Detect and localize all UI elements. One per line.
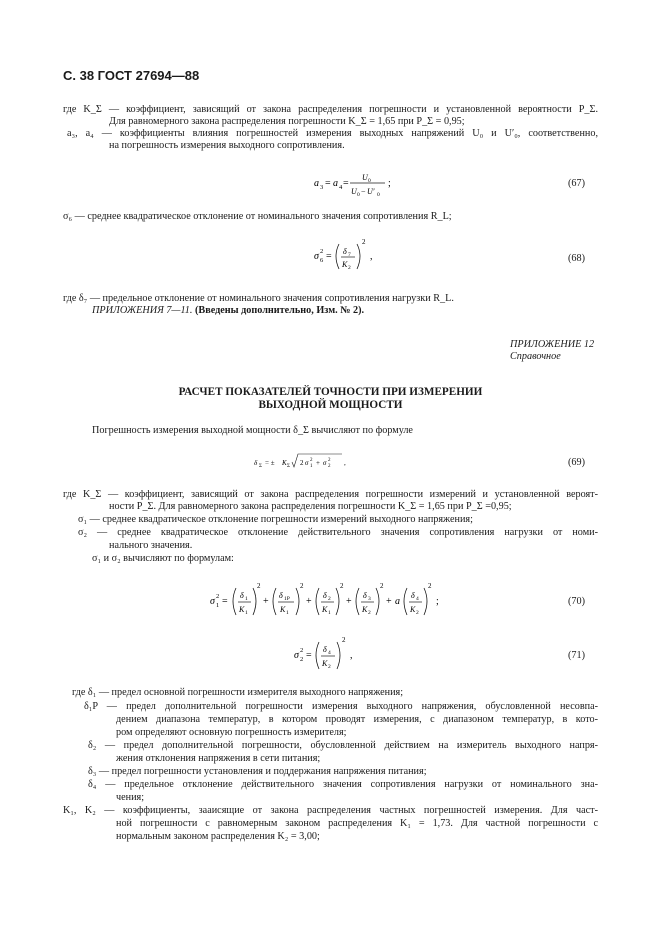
svg-text:σ: σ <box>210 596 215 607</box>
svg-text:=: = <box>306 650 312 661</box>
svg-text:δ: δ <box>254 459 258 467</box>
svg-text:= ±: = ± <box>265 459 275 467</box>
section-heading: РАСЧЕТ ПОКАЗАТЕЛЕЙ ТОЧНОСТИ ПРИ ИЗМЕРЕНИИ <box>178 386 483 398</box>
svg-text:2: 2 <box>328 464 331 469</box>
svg-text:Σ: Σ <box>287 464 290 469</box>
page-header: С. 38 ГОСТ 27694—88 <box>63 68 200 83</box>
equation-number: (71) <box>568 650 585 661</box>
svg-text:σ: σ <box>305 459 309 467</box>
svg-text:K: K <box>282 459 287 467</box>
text-line: дением диапазона температур, в котором проводят измерения, с диапазоном температур, в кото- <box>116 714 598 725</box>
svg-text:Σ: Σ <box>259 464 262 469</box>
svg-text:K: K <box>239 605 245 614</box>
amendment-note-italic: ПРИЛОЖЕНИЯ 7—11. <box>92 305 193 316</box>
svg-text:1: 1 <box>310 464 313 469</box>
svg-text:1P: 1P <box>284 596 290 602</box>
equation-number: (70) <box>568 596 585 607</box>
appendix-title: ПРИЛОЖЕНИЕ 12 <box>510 339 595 350</box>
svg-text:1: 1 <box>245 596 248 602</box>
svg-text:=: = <box>343 178 349 189</box>
svg-text:a: a <box>395 596 400 607</box>
svg-text:+: + <box>306 596 312 607</box>
svg-text:7: 7 <box>348 252 351 258</box>
svg-text:,: , <box>344 459 346 467</box>
svg-text:σ: σ <box>323 459 327 467</box>
text-line: где δ₁ — предел основной погрешности измерителя выходного напряжения; <box>72 687 404 698</box>
svg-text:2: 2 <box>362 238 366 246</box>
amendment-note-bold: (Введены дополнительно, Изм. № 2). <box>195 305 365 316</box>
svg-text:K: K <box>410 605 416 614</box>
svg-text:+: + <box>263 596 269 607</box>
text-line: δ₃ — предел погрешности установления и поддержания напряжения питания; <box>88 766 427 777</box>
svg-text:2: 2 <box>368 610 371 616</box>
text-line: ром определяют основную погрешность измерителя; <box>116 727 347 738</box>
svg-text:2: 2 <box>257 582 261 590</box>
svg-text:4: 4 <box>328 650 331 656</box>
svg-text:0: 0 <box>357 192 360 198</box>
text-line: σ₁ и σ₂ вычисляют по формулам: <box>92 553 234 564</box>
svg-text:δ: δ <box>279 591 283 600</box>
svg-text:2: 2 <box>416 610 419 616</box>
svg-text:K: K <box>342 260 348 269</box>
formula-71 <box>292 634 362 676</box>
svg-text:σ: σ <box>294 650 299 661</box>
svg-text:0: 0 <box>368 178 371 184</box>
amendment-note <box>92 304 364 317</box>
svg-text:δ: δ <box>323 591 327 600</box>
svg-text:2: 2 <box>328 664 331 670</box>
svg-text:2: 2 <box>340 582 344 590</box>
svg-text:0: 0 <box>377 192 380 198</box>
svg-text:δ: δ <box>411 591 415 600</box>
text-line: ности P_Σ. Для равномерного закона распределения погрешности K_Σ = 1,65 при P_Σ =0,95; <box>109 501 512 512</box>
svg-text:−: − <box>361 187 366 196</box>
svg-text:δ: δ <box>343 247 347 256</box>
text-line: δ₄ — предельное отклонение действительного значения сопротивления нагрузки от номинального зна- <box>88 779 598 790</box>
text-line: a₃, a₄ — коэффициенты влияния погрешностей измерения выходных напряжений U₀ и U′₀, соответственно, <box>67 128 598 139</box>
text-line: σ₁ — среднее квадратическое отклонение погрешности измерений выходного напряжения; <box>78 514 473 525</box>
svg-text:σ: σ <box>314 251 319 262</box>
svg-text:K: K <box>322 659 328 668</box>
svg-text:2: 2 <box>300 582 304 590</box>
svg-text:K: K <box>362 605 368 614</box>
svg-text:1: 1 <box>286 610 289 616</box>
svg-text:=: = <box>325 178 331 189</box>
svg-text:a: a <box>333 178 338 189</box>
svg-text:K: K <box>280 605 286 614</box>
text-line: где δ₇ — предельное отклонение от номинального значения сопротивления нагрузки R_L. <box>63 293 454 304</box>
svg-text:U′: U′ <box>367 187 375 196</box>
svg-text:2: 2 <box>310 458 313 463</box>
svg-text:1: 1 <box>328 610 331 616</box>
text-line: нального значения. <box>109 540 193 551</box>
text-line: σ₂ — среднее квадратическое отклонение действительного значения сопротивления нагрузки от номи- <box>78 527 598 538</box>
text-line: чения; <box>116 792 145 803</box>
svg-text:1: 1 <box>245 610 248 616</box>
text-line: где K_Σ — коэффициент, зависящий от закона распределения погрешности измерений и установленной вероят- <box>63 489 598 500</box>
svg-text:+: + <box>316 459 320 467</box>
svg-text:δ: δ <box>240 591 244 600</box>
svg-text:2: 2 <box>320 248 324 255</box>
svg-text:4: 4 <box>416 596 419 602</box>
svg-text:2: 2 <box>300 647 304 654</box>
svg-text:;: ; <box>436 596 439 607</box>
text-line: K₁, K₂ — коэффициенты, зааисящие от закона распределения частных погрешностей измерения. Для част- <box>63 805 598 816</box>
section-heading: ВЫХОДНОЙ МОЩНОСТИ <box>258 399 403 411</box>
svg-text:δ: δ <box>363 591 367 600</box>
svg-text:2: 2 <box>300 656 304 663</box>
text-line: на погрешность измерения выходного сопротивления. <box>109 140 345 151</box>
svg-text:a: a <box>314 178 319 189</box>
svg-text:3: 3 <box>320 184 324 191</box>
text-line: нормальным законом распределения K₂ = 3,00; <box>116 831 320 842</box>
svg-text:2: 2 <box>428 582 432 590</box>
svg-text:2: 2 <box>348 265 351 271</box>
svg-text:=: = <box>326 251 332 262</box>
svg-text:;: ; <box>388 178 391 189</box>
svg-text:2: 2 <box>342 636 346 644</box>
text-line: σ₆ — среднее квадратическое отклонение от номинального значения сопротивления R_L; <box>63 211 452 222</box>
svg-text:2: 2 <box>380 582 384 590</box>
svg-text:δ: δ <box>323 645 327 654</box>
formula-70 <box>210 580 445 624</box>
svg-text:U: U <box>351 187 357 196</box>
svg-text:2: 2 <box>300 459 304 467</box>
equation-number: (67) <box>568 178 585 189</box>
svg-text:U: U <box>362 173 368 182</box>
text-line: жения отклонения напряжения в сети питания; <box>116 753 321 764</box>
svg-text:4: 4 <box>339 184 343 191</box>
svg-text:,: , <box>370 251 373 262</box>
svg-text:+: + <box>346 596 352 607</box>
text-line: δ₁P — предел дополнительной погрешности измерения выходного напряжения, обусловленной несовпа- <box>84 701 598 712</box>
svg-text:=: = <box>222 596 228 607</box>
svg-text:,: , <box>350 650 353 661</box>
text-line: ной погрешности с равномерным законом распределения K₁ = 1,73. Для частной погрешности с <box>116 818 598 829</box>
equation-number: (68) <box>568 253 585 264</box>
text-line: Для равномерного закона распределения погрешности K_Σ = 1,65 при P_Σ = 0,95; <box>109 116 465 127</box>
svg-text:1: 1 <box>216 602 220 609</box>
formula-67 <box>300 170 400 200</box>
text-line: Погрешность измерения выходной мощности δ_Σ вычисляют по формуле <box>92 425 413 436</box>
svg-text:2: 2 <box>216 593 220 600</box>
equation-number: (69) <box>568 457 585 468</box>
svg-text:6: 6 <box>320 257 324 264</box>
svg-text:2: 2 <box>328 596 331 602</box>
svg-text:2: 2 <box>328 458 331 463</box>
svg-text:3: 3 <box>368 596 371 602</box>
formula-68 <box>312 236 382 276</box>
text-line: где K_Σ — коэффициент, зависящий от закона распределения погрешности и установленной вероятности P_Σ. <box>63 104 598 115</box>
svg-text:+: + <box>386 596 392 607</box>
text-line: δ₂ — предел дополнительной погрешности, обусловленной действием на измеритель выходного напря- <box>88 740 598 751</box>
appendix-subtitle: Справочное <box>510 351 561 362</box>
formula-69 <box>252 449 352 473</box>
svg-text:K: K <box>322 605 328 614</box>
